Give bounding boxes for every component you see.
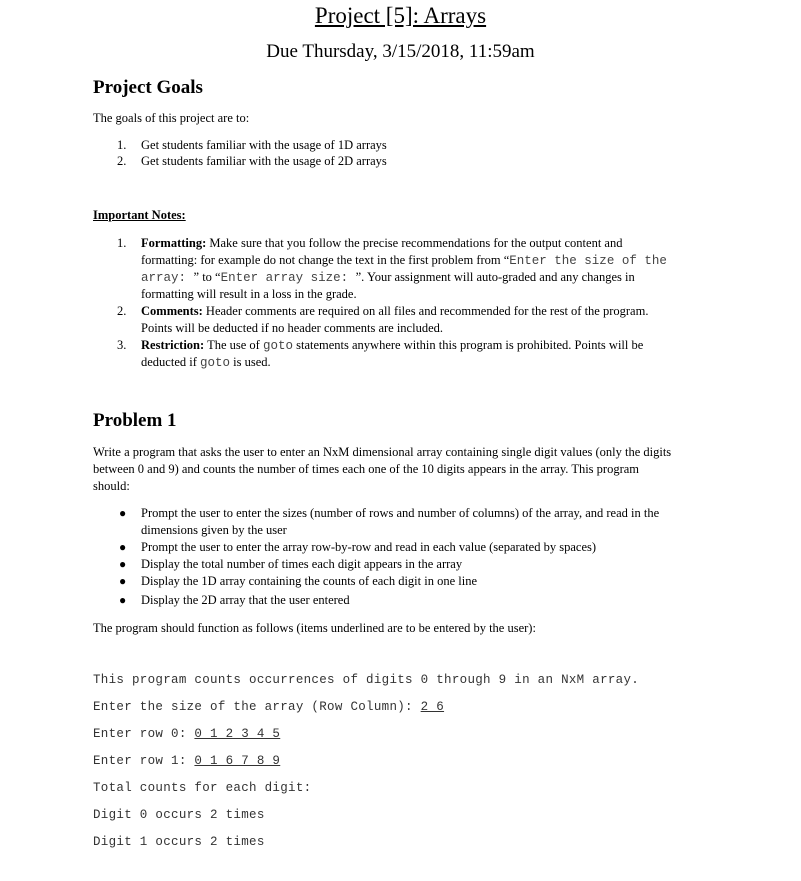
notes-heading: Important Notes: bbox=[93, 208, 186, 222]
note-formatting-line3 bbox=[141, 269, 635, 287]
goal-number: 1. bbox=[117, 138, 127, 152]
goals-heading: Project Goals bbox=[93, 77, 203, 98]
bullet-icon: ● bbox=[119, 574, 127, 588]
note-text: statements anywhere within this program is prohibited. Points will be bbox=[292, 338, 644, 352]
code-text: goto bbox=[262, 339, 293, 353]
bullet-icon: ● bbox=[119, 593, 127, 607]
sample-line bbox=[93, 754, 280, 768]
goal-number: 2. bbox=[117, 154, 127, 168]
note-text: formatting: for example do not change the text in the first problem from “ bbox=[141, 253, 510, 267]
sample-user-input: 0 1 6 7 8 9 bbox=[194, 754, 281, 768]
note-text: deducted if bbox=[141, 355, 201, 369]
note-label: Formatting: bbox=[141, 236, 207, 250]
problem1-desc: Write a program that asks the user to enter an NxM dimensional array containing single digit values (only the digits bbox=[93, 445, 672, 459]
bullet-item: Prompt the user to enter the array row-by-row and read in each value (separated by spaces) bbox=[141, 540, 597, 554]
note-label: Comments: bbox=[141, 304, 203, 318]
note-number: 1. bbox=[117, 236, 127, 250]
note-formatting-line2 bbox=[141, 252, 667, 270]
bullet-item: Display the 2D array that the user entered bbox=[141, 593, 350, 607]
note-text: Make sure that you follow the precise recommendations for the output content and bbox=[206, 236, 623, 250]
sample-line bbox=[93, 727, 280, 741]
bullet-icon: ● bbox=[119, 557, 127, 571]
note-number: 3. bbox=[117, 338, 127, 352]
due-date: Due Thursday, 3/15/2018, 11:59am bbox=[266, 41, 535, 62]
page-title: Project [5]: Arrays bbox=[314, 3, 487, 28]
note-restriction-line2 bbox=[141, 354, 271, 372]
note-text: Header comments are required on all files and recommended for the rest of the program. bbox=[202, 304, 649, 318]
bullet-item: Prompt the user to enter the sizes (number of rows and number of columns) of the array, and read in the bbox=[141, 506, 660, 520]
code-text: Enter the size of the bbox=[509, 254, 667, 268]
bullet-item: Display the total number of times each digit appears in the array bbox=[141, 557, 463, 571]
sample-prompt: Enter row 1: bbox=[93, 754, 195, 768]
bullet-icon: ● bbox=[119, 540, 127, 554]
bullet-icon: ● bbox=[119, 506, 127, 520]
sample-prompt: Enter the size of the array (Row Column): bbox=[93, 700, 421, 714]
sample-user-input: 0 1 2 3 4 5 bbox=[194, 727, 281, 741]
sample-line: This program counts occurrences of digits 0 through 9 in an NxM array. bbox=[93, 673, 640, 687]
bullet-item: dimensions given by the user bbox=[141, 523, 287, 537]
code-text: goto bbox=[200, 356, 231, 370]
note-number: 2. bbox=[117, 304, 127, 318]
goal-item: Get students familiar with the usage of 1D arrays bbox=[141, 138, 387, 152]
note-comments bbox=[141, 303, 648, 320]
sample-line: Digit 1 occurs 2 times bbox=[93, 835, 265, 849]
goal-item: Get students familiar with the usage of 2D arrays bbox=[141, 154, 387, 168]
goals-intro: The goals of this project are to: bbox=[93, 111, 250, 125]
sample-line: Digit 0 occurs 2 times bbox=[93, 808, 265, 822]
note-text: The use of bbox=[204, 338, 263, 352]
note-label: Restriction: bbox=[141, 338, 205, 352]
problem1-desc: should: bbox=[93, 479, 130, 493]
bullet-item: Display the 1D array containing the counts of each digit in one line bbox=[141, 574, 478, 588]
sample-user-input: 2 6 bbox=[420, 700, 445, 714]
code-text: Enter array size: bbox=[220, 271, 356, 285]
note-restriction bbox=[141, 337, 643, 355]
function-note: The program should function as follows (items underlined are to be entered by the user): bbox=[93, 621, 536, 635]
note-comments-line2: Points will be deducted if no header comments are included. bbox=[141, 321, 443, 335]
problem1-desc: between 0 and 9) and counts the number of times each one of the 10 digits appears in the array. This program bbox=[93, 462, 640, 476]
note-text: is used. bbox=[230, 355, 271, 369]
sample-line bbox=[93, 700, 444, 714]
problem1-heading: Problem 1 bbox=[93, 410, 177, 431]
note-text: ” to “ bbox=[193, 270, 221, 284]
sample-line: Total counts for each digit: bbox=[93, 781, 312, 795]
sample-prompt: Enter row 0: bbox=[93, 727, 195, 741]
note-formatting bbox=[141, 235, 622, 252]
note-formatting-line4: formatting will result in a loss in the grade. bbox=[141, 287, 357, 301]
note-text: ”. Your assignment will auto-graded and any changes in bbox=[355, 270, 635, 284]
code-text: array: bbox=[141, 271, 194, 285]
